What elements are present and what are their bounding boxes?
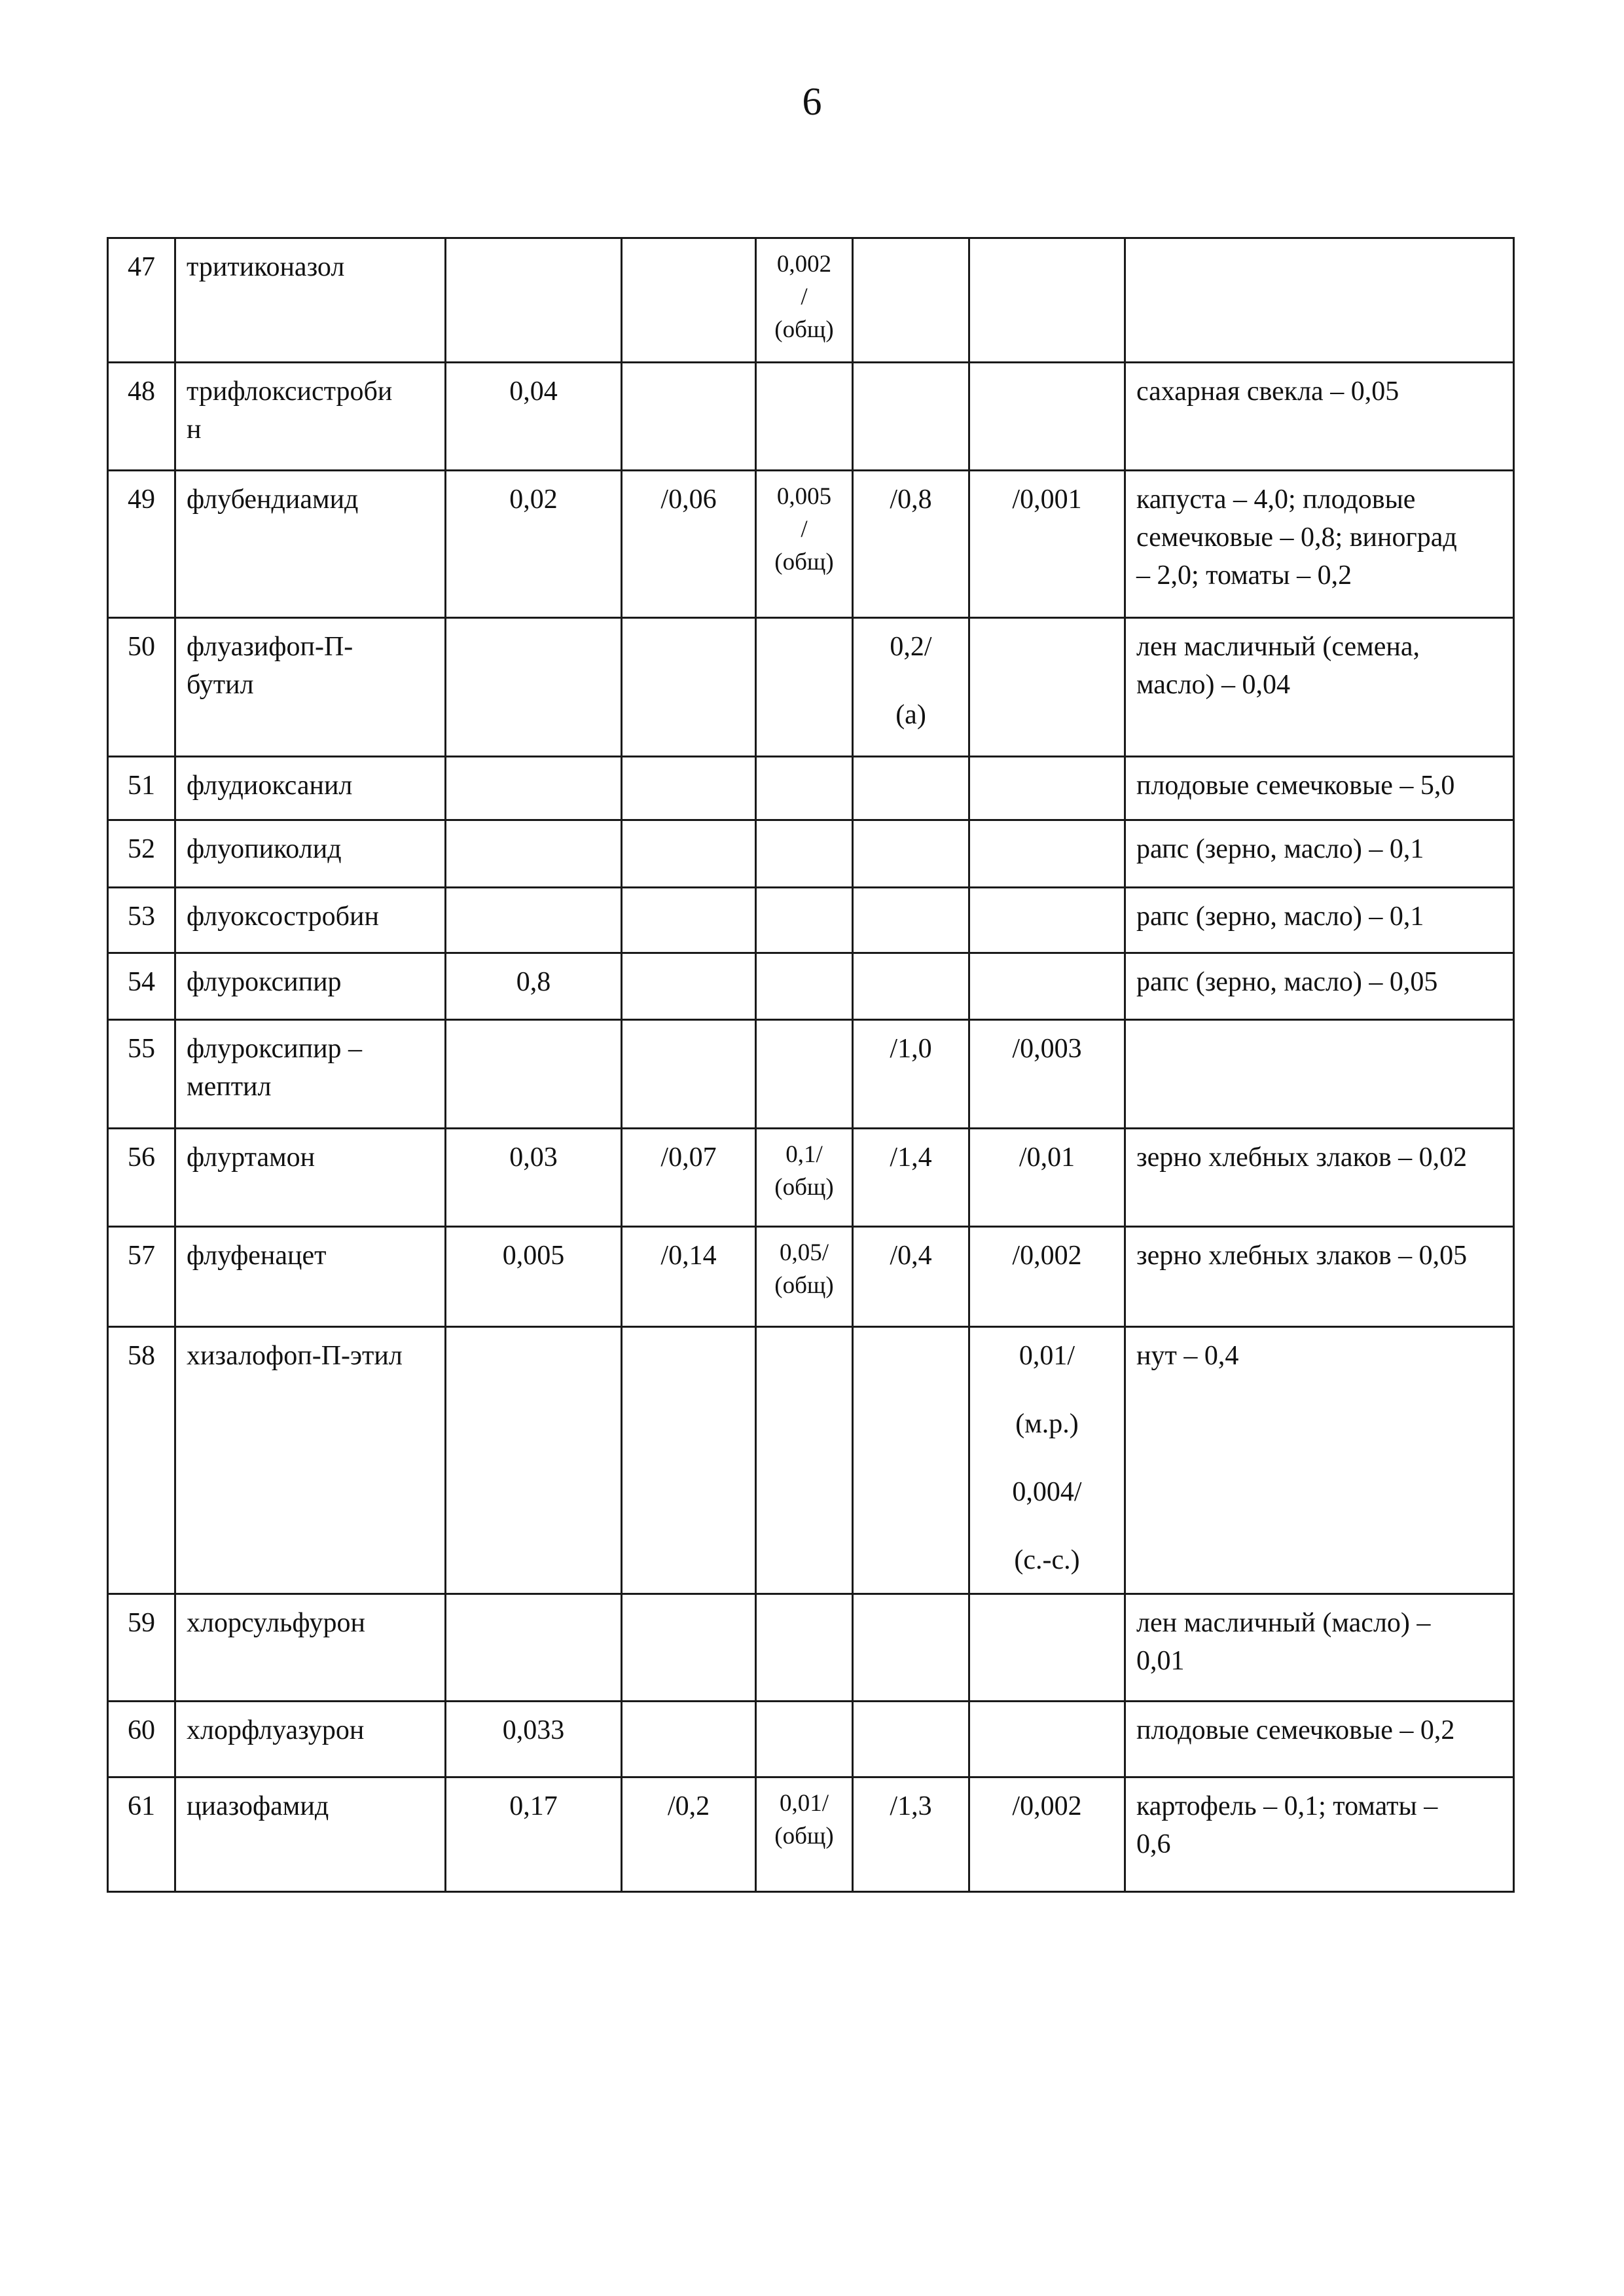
substance-name [175,1129,446,1227]
row-number [108,1227,175,1327]
cell-text: 0,004/ [1012,1477,1082,1507]
substance-name [175,238,446,363]
cell-text: 53 [128,902,155,932]
substance-name [175,1327,446,1594]
value-col-3 [446,1020,622,1129]
table-row [108,238,1514,363]
value-col-6 [853,1702,969,1777]
substance-name [175,757,446,820]
cell-text: 0,05/ [779,1239,829,1266]
row-number [108,1020,175,1129]
value-col-5 [756,363,853,471]
crop-residue-note [1125,1777,1514,1892]
table-row [108,757,1514,820]
cell-text: плодовые семечковые – 5,0 [1136,771,1455,801]
cell-text: хлорсульфурон [187,1608,365,1638]
value-col-5 [756,1129,853,1227]
value-col-6 [853,1227,969,1327]
substance-name [175,471,446,618]
cell-text: (с.-с.) [1014,1545,1080,1575]
value-col-4 [622,1227,756,1327]
cell-text: 58 [128,1341,155,1371]
value-col-7 [969,471,1125,618]
crop-residue-note [1125,888,1514,953]
cell-text: /0,06 [660,484,717,515]
row-number [108,1129,175,1227]
value-col-6 [853,820,969,888]
cell-text: (общ) [774,316,834,343]
cell-text: 49 [128,484,155,515]
cell-text: флуоксостробин [187,902,379,932]
row-number [108,238,175,363]
cell-text: хлорфлуазурон [187,1715,365,1745]
cell-text: плодовые семечковые – 0,2 [1136,1715,1455,1745]
value-col-7 [969,1129,1125,1227]
substance-name [175,1020,446,1129]
row-number [108,820,175,888]
value-col-6 [853,1129,969,1227]
value-col-3 [446,471,622,618]
cell-text: флуфенацет [187,1241,327,1271]
cell-text: (общ) [774,1272,834,1299]
value-col-4 [622,1594,756,1702]
substance-name [175,618,446,757]
cell-text: 51 [128,771,155,801]
table-row [108,1594,1514,1702]
value-col-3 [446,363,622,471]
row-number [108,888,175,953]
cell-text: рапс (зерно, масло) – 0,1 [1136,834,1424,864]
substance-name [175,888,446,953]
substance-name [175,820,446,888]
table-row [108,1702,1514,1777]
cell-text: (общ) [774,1174,834,1201]
cell-text: /1,0 [890,1034,932,1064]
cell-text: 0,002 [776,251,832,278]
table-row [108,888,1514,953]
table-row [108,363,1514,471]
cell-text: нут – 0,4 [1136,1341,1239,1371]
cell-text: /0,2 [667,1791,710,1821]
crop-residue-note [1125,1327,1514,1594]
row-number [108,1327,175,1594]
cell-text: семечковые – 0,8; виноград [1136,522,1457,553]
cell-text: 59 [128,1608,155,1638]
value-col-4 [622,471,756,618]
cell-text: 57 [128,1241,155,1271]
cell-text: – 2,0; томаты – 0,2 [1136,560,1352,591]
value-col-6 [853,471,969,618]
value-col-4 [622,1702,756,1777]
cell-text: зерно хлебных злаков – 0,05 [1136,1241,1468,1271]
value-col-7 [969,757,1125,820]
row-number [108,363,175,471]
cell-text: хизалофоп-П-этил [187,1341,403,1371]
crop-residue-note [1125,1020,1514,1129]
cell-text: рапс (зерно, масло) – 0,05 [1136,967,1438,997]
cell-text: 0,005 [776,483,832,510]
cell-text: зерно хлебных злаков – 0,02 [1136,1142,1468,1173]
cell-text: 0,033 [502,1715,565,1745]
row-number [108,953,175,1020]
crop-residue-note [1125,1129,1514,1227]
value-col-6 [853,618,969,757]
value-col-5 [756,618,853,757]
cell-text: 0,2/ [890,632,932,662]
substance-name [175,1227,446,1327]
crop-residue-note [1125,1227,1514,1327]
value-col-4 [622,757,756,820]
value-col-5 [756,238,853,363]
value-col-6 [853,238,969,363]
cell-text: /0,14 [660,1241,717,1271]
cell-text: бутил [187,670,254,700]
value-col-6 [853,1594,969,1702]
cell-text: мептил [187,1072,272,1102]
cell-text: 60 [128,1715,155,1745]
cell-text: 52 [128,834,155,864]
value-col-7 [969,1327,1125,1594]
value-col-7 [969,1020,1125,1129]
value-col-3 [446,238,622,363]
value-col-5 [756,1594,853,1702]
substance-name [175,953,446,1020]
cell-text: флуроксипир – [187,1034,363,1064]
value-col-7 [969,238,1125,363]
table-row [108,1327,1514,1594]
value-col-4 [622,363,756,471]
value-col-4 [622,953,756,1020]
table-row [108,1777,1514,1892]
value-col-7 [969,1702,1125,1777]
cell-text: картофель – 0,1; томаты – [1136,1791,1438,1821]
cell-text: циазофамид [187,1791,329,1821]
cell-text: /0,003 [1012,1034,1082,1064]
cell-text: (м.р.) [1015,1409,1079,1439]
cell-text: /0,8 [890,484,932,515]
cell-text: /0,4 [890,1241,932,1271]
value-col-3 [446,1129,622,1227]
cell-text: трифлоксистроби [187,376,393,407]
value-col-7 [969,1777,1125,1892]
cell-text: сахарная свекла – 0,05 [1136,376,1399,407]
cell-text: (а) [895,700,926,730]
cell-text: флуопиколид [187,834,342,864]
cell-text: 0,005 [502,1241,565,1271]
value-col-7 [969,953,1125,1020]
value-col-7 [969,1594,1125,1702]
crop-residue-note [1125,238,1514,363]
cell-text: флубендиамид [187,484,359,515]
value-col-3 [446,888,622,953]
value-col-6 [853,1020,969,1129]
value-col-7 [969,1227,1125,1327]
value-col-3 [446,757,622,820]
cell-text: 0,01/ [779,1790,829,1817]
value-col-5 [756,471,853,618]
crop-residue-note [1125,757,1514,820]
row-number [108,1777,175,1892]
value-col-4 [622,888,756,953]
page-number: 6 [802,80,822,123]
row-number [108,618,175,757]
substance-name [175,1594,446,1702]
value-col-6 [853,1777,969,1892]
crop-residue-note [1125,471,1514,618]
substance-name [175,1777,446,1892]
value-col-5 [756,757,853,820]
cell-text: 0,17 [509,1791,558,1821]
cell-text: тритиконазол [187,252,345,282]
cell-text: 47 [128,252,155,282]
cell-text: / [801,283,808,310]
row-number [108,1594,175,1702]
value-col-3 [446,1777,622,1892]
crop-residue-note [1125,618,1514,757]
value-col-4 [622,238,756,363]
cell-text: 0,8 [516,967,551,997]
cell-text: н [187,414,202,445]
cell-text: 0,01 [1136,1646,1185,1676]
crop-residue-note [1125,820,1514,888]
table-row [108,1129,1514,1227]
cell-text: /1,4 [890,1142,932,1173]
cell-text: / [801,516,808,543]
cell-text: 0,1/ [785,1141,823,1168]
cell-text: /0,002 [1012,1791,1082,1821]
value-col-5 [756,1702,853,1777]
cell-text: 0,04 [509,376,558,407]
table-row [108,618,1514,757]
value-col-3 [446,1327,622,1594]
value-col-3 [446,1594,622,1702]
value-col-5 [756,820,853,888]
cell-text: 54 [128,967,155,997]
substance-name [175,363,446,471]
value-col-3 [446,1702,622,1777]
substance-name [175,1702,446,1777]
cell-text: 0,02 [509,484,558,515]
cell-text: флуртамон [187,1142,316,1173]
table-row [108,1020,1514,1129]
value-col-7 [969,888,1125,953]
value-col-4 [622,1020,756,1129]
residue-table [107,237,1515,1893]
table-row [108,1227,1514,1327]
value-col-6 [853,757,969,820]
cell-text: /0,002 [1012,1241,1082,1271]
cell-text: (общ) [774,549,834,575]
cell-text: 48 [128,376,155,407]
cell-text: /0,07 [660,1142,717,1173]
value-col-3 [446,618,622,757]
value-col-4 [622,1129,756,1227]
value-col-3 [446,1227,622,1327]
value-col-5 [756,953,853,1020]
cell-text: /0,01 [1019,1142,1075,1173]
value-col-6 [853,1327,969,1594]
table-row [108,953,1514,1020]
cell-text: 0,01/ [1019,1341,1075,1371]
value-col-4 [622,1327,756,1594]
cell-text: /1,3 [890,1791,932,1821]
value-col-7 [969,820,1125,888]
cell-text: лен масличный (масло) – [1136,1608,1431,1638]
value-col-5 [756,1327,853,1594]
value-col-7 [969,618,1125,757]
value-col-4 [622,820,756,888]
cell-text: 61 [128,1791,155,1821]
cell-text: 56 [128,1142,155,1173]
cell-text: лен масличный (семена, [1136,632,1420,662]
cell-text: 0,6 [1136,1829,1171,1859]
crop-residue-note [1125,363,1514,471]
cell-text: флудиоксанил [187,771,353,801]
value-col-6 [853,363,969,471]
value-col-5 [756,888,853,953]
cell-text: /0,001 [1012,484,1082,515]
value-col-4 [622,1777,756,1892]
cell-text: масло) – 0,04 [1136,670,1291,700]
crop-residue-note [1125,1594,1514,1702]
row-number [108,757,175,820]
cell-text: капуста – 4,0; плодовые [1136,484,1416,515]
value-col-5 [756,1020,853,1129]
value-col-7 [969,363,1125,471]
value-col-5 [756,1227,853,1327]
row-number [108,1702,175,1777]
table-row [108,471,1514,618]
cell-text: 0,03 [509,1142,558,1173]
crop-residue-note [1125,1702,1514,1777]
cell-text: 55 [128,1034,155,1064]
value-col-6 [853,888,969,953]
cell-text: рапс (зерно, масло) – 0,1 [1136,902,1424,932]
cell-text: флуазифоп-П- [187,632,353,662]
cell-text: (общ) [774,1823,834,1850]
value-col-6 [853,953,969,1020]
table-row [108,820,1514,888]
cell-text: флуроксипир [187,967,342,997]
value-col-5 [756,1777,853,1892]
row-number [108,471,175,618]
value-col-4 [622,618,756,757]
value-col-3 [446,820,622,888]
value-col-3 [446,953,622,1020]
crop-residue-note [1125,953,1514,1020]
cell-text: 50 [128,632,155,662]
